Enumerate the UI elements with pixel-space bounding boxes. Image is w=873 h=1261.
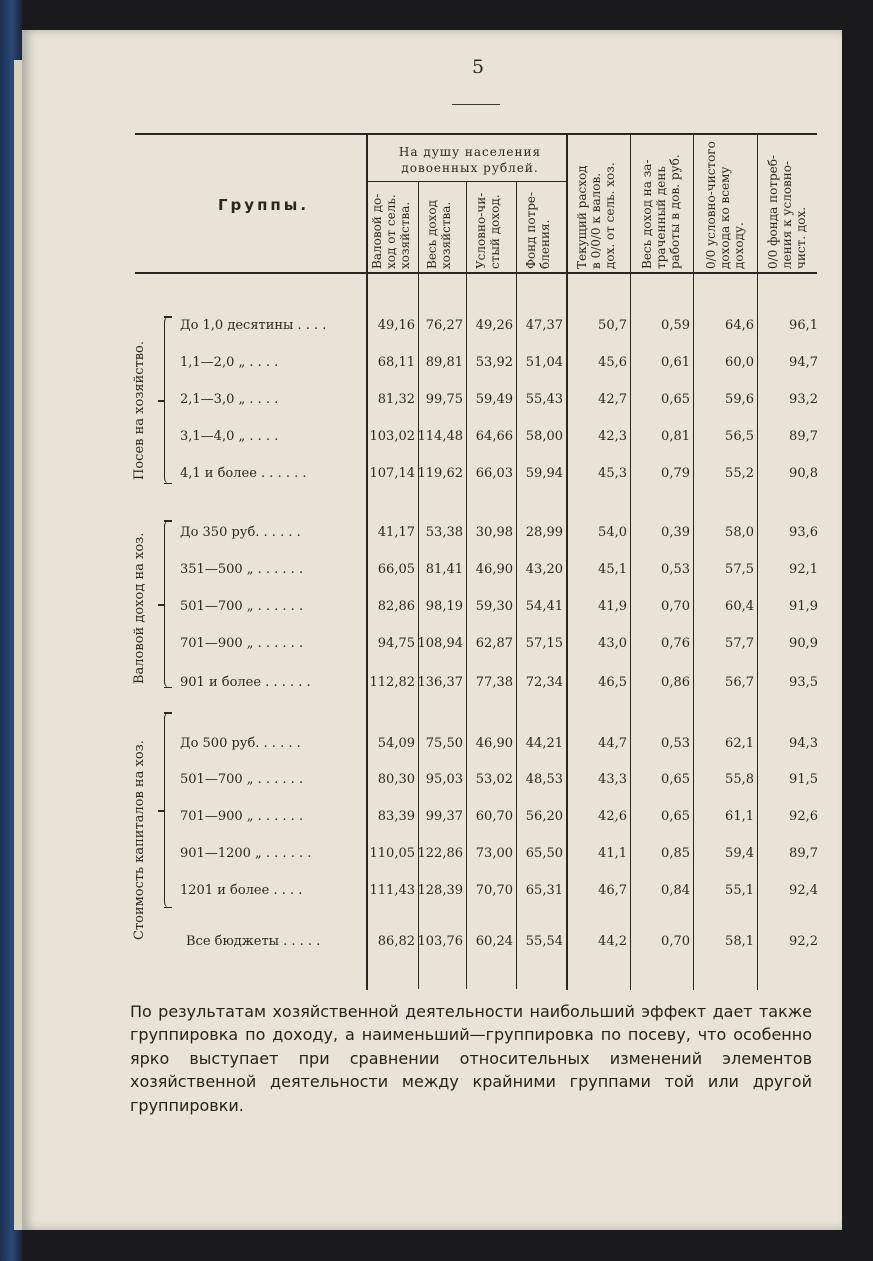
col-divider-6	[693, 135, 694, 990]
table-cell: 90,8	[789, 466, 818, 481]
table-cell: 42,6	[598, 809, 627, 824]
table-cell: 57,5	[725, 562, 754, 577]
table-cell: 110,05	[369, 846, 415, 861]
section-label-gross-income: Валовой доход на хоз.	[132, 532, 147, 684]
table-cell: 94,75	[377, 636, 415, 651]
col-divider-2	[466, 181, 467, 989]
section-brace-gross-income	[164, 520, 173, 688]
table-cell: 46,90	[475, 736, 513, 751]
column-header-2: Весь доход хозяйства.	[425, 200, 453, 269]
table-cell: 0,65	[661, 392, 690, 407]
table-cell: 80,30	[377, 772, 415, 787]
table-cell: 46,5	[598, 675, 627, 690]
page-number: 5	[471, 56, 485, 78]
table-cell: 128,39	[417, 883, 463, 898]
table-cell: 64,6	[725, 318, 754, 333]
table-top-rule	[135, 133, 817, 135]
table-cell: 76,27	[425, 318, 463, 333]
table-cell: 60,0	[725, 355, 754, 370]
column-header-3: Условно-чи- стый доход.	[474, 192, 502, 269]
table-cell: 83,39	[377, 809, 415, 824]
groups-divider	[366, 135, 368, 990]
column-header-1: Валовой до- ход от сель. хозяйства.	[370, 193, 412, 269]
table-cell: 46,7	[598, 883, 627, 898]
groups-heading: Группы.	[218, 196, 310, 214]
table-cell: 89,81	[425, 355, 463, 370]
brace-tip-sowing	[158, 400, 164, 402]
row-label: 1,1—2,0 „ . . . .	[180, 355, 279, 370]
table-cell: 73,00	[475, 846, 513, 861]
table-cell: 45,3	[598, 466, 627, 481]
total-cell: 86,82	[377, 934, 415, 949]
table-cell: 0,81	[661, 429, 690, 444]
table-cell: 92,1	[789, 562, 818, 577]
table-cell: 46,90	[475, 562, 513, 577]
col-divider-1	[418, 181, 419, 989]
table-cell: 49,16	[377, 318, 415, 333]
table-cell: 90,9	[789, 636, 818, 651]
table-cell: 81,41	[425, 562, 463, 577]
table-cell: 44,21	[525, 736, 563, 751]
col-divider-4	[566, 135, 568, 990]
table-cell: 108,94	[417, 636, 463, 651]
table-cell: 56,20	[525, 809, 563, 824]
table-cell: 0,53	[661, 562, 690, 577]
table-cell: 99,37	[425, 809, 463, 824]
row-label: 901 и более . . . . . .	[180, 675, 311, 690]
column-header-7: 0/0 условно-чистого дохода ко всему доходу.	[704, 141, 746, 269]
table-cell: 72,34	[525, 675, 563, 690]
table-cell: 96,1	[789, 318, 818, 333]
table-cell: 119,62	[417, 466, 463, 481]
subheader-rule	[368, 181, 568, 182]
table-header-rule	[135, 272, 817, 274]
section-label-sowing: Посев на хозяйство.	[132, 340, 147, 480]
table-cell: 82,86	[377, 599, 415, 614]
col-divider-3	[516, 181, 517, 989]
table-cell: 91,9	[789, 599, 818, 614]
total-cell: 0,70	[661, 934, 690, 949]
table-cell: 28,99	[525, 525, 563, 540]
table-cell: 43,20	[525, 562, 563, 577]
body-paragraph: По результатам хозяйственной деятельности наибольший эффект дает также группировка по доходу, а наименьший—группировка по посеву, что особенно ярко выступает при сравнении относительных изменений элементов хозяйственной деятельности между крайними группами той или другой группировки.	[130, 1002, 812, 1115]
brace-tip-capital	[158, 810, 164, 812]
table-cell: 0,76	[661, 636, 690, 651]
table-cell: 44,7	[598, 736, 627, 751]
total-row-label: Все бюджеты . . . . .	[186, 934, 321, 949]
page-number-rule	[452, 104, 500, 105]
table-cell: 111,43	[369, 883, 415, 898]
table-cell: 0,84	[661, 883, 690, 898]
section-brace-sowing	[164, 316, 173, 484]
table-cell: 99,75	[425, 392, 463, 407]
table-cell: 56,7	[725, 675, 754, 690]
table-cell: 91,5	[789, 772, 818, 787]
table-cell: 55,43	[525, 392, 563, 407]
col-divider-5	[630, 135, 631, 990]
per-capita-heading: На душу населения довоенных рублей.	[398, 145, 542, 175]
table-cell: 53,38	[425, 525, 463, 540]
table-cell: 95,03	[425, 772, 463, 787]
table-cell: 55,1	[725, 883, 754, 898]
table-cell: 50,7	[598, 318, 627, 333]
table-cell: 53,92	[475, 355, 513, 370]
table-cell: 77,38	[475, 675, 513, 690]
table-cell: 92,6	[789, 809, 818, 824]
table-cell: 107,14	[369, 466, 415, 481]
row-label: 501—700 „ . . . . . .	[180, 772, 304, 787]
table-cell: 45,6	[598, 355, 627, 370]
table-cell: 65,50	[525, 846, 563, 861]
total-cell: 103,76	[417, 934, 463, 949]
row-label: До 350 руб. . . . . .	[180, 525, 301, 540]
table-cell: 0,65	[661, 809, 690, 824]
table-cell: 0,70	[661, 599, 690, 614]
row-label: 351—500 „ . . . . . .	[180, 562, 304, 577]
table-cell: 0,86	[661, 675, 690, 690]
table-cell: 89,7	[789, 846, 818, 861]
table-cell: 57,7	[725, 636, 754, 651]
column-header-4: Фонд потре- бления.	[524, 191, 552, 269]
column-header-5: Текущий расход в 0/0/0 к валов. дох. от сель. хоз.	[575, 162, 617, 269]
table-cell: 114,48	[417, 429, 463, 444]
column-header-8: 0/0 фонда потреб- ления к условно- чист. дох.	[766, 154, 808, 269]
table-cell: 59,49	[475, 392, 513, 407]
row-label: 4,1 и более . . . . . .	[180, 466, 307, 481]
table-cell: 0,59	[661, 318, 690, 333]
table-cell: 68,11	[377, 355, 415, 370]
table-cell: 122,86	[417, 846, 463, 861]
row-label: 501—700 „ . . . . . .	[180, 599, 304, 614]
row-label: 1201 и более . . . .	[180, 883, 303, 898]
table-cell: 55,2	[725, 466, 754, 481]
table-cell: 57,15	[525, 636, 563, 651]
total-cell: 92,2	[789, 934, 818, 949]
table-cell: 49,26	[475, 318, 513, 333]
row-label: 3,1—4,0 „ . . . .	[180, 429, 279, 444]
table-cell: 54,0	[598, 525, 627, 540]
table-cell: 0,79	[661, 466, 690, 481]
table-cell: 93,2	[789, 392, 818, 407]
table-cell: 48,53	[525, 772, 563, 787]
table-cell: 70,70	[475, 883, 513, 898]
table-cell: 98,19	[425, 599, 463, 614]
table-cell: 60,70	[475, 809, 513, 824]
row-label: 701—900 „ . . . . . .	[180, 809, 304, 824]
table-cell: 59,6	[725, 392, 754, 407]
table-cell: 112,82	[369, 675, 415, 690]
total-cell: 58,1	[725, 934, 754, 949]
table-cell: 56,5	[725, 429, 754, 444]
table-cell: 42,7	[598, 392, 627, 407]
table-cell: 58,00	[525, 429, 563, 444]
table-cell: 45,1	[598, 562, 627, 577]
table-cell: 93,5	[789, 675, 818, 690]
section-label-capital: Стоимость капиталов на хоз.	[132, 740, 147, 940]
table-cell: 81,32	[377, 392, 415, 407]
table-cell: 62,87	[475, 636, 513, 651]
table-cell: 60,4	[725, 599, 754, 614]
table-cell: 30,98	[475, 525, 513, 540]
table-cell: 54,41	[525, 599, 563, 614]
table-cell: 43,0	[598, 636, 627, 651]
table-cell: 59,94	[525, 466, 563, 481]
table-cell: 43,3	[598, 772, 627, 787]
table-cell: 41,1	[598, 846, 627, 861]
row-label: 2,1—3,0 „ . . . .	[180, 392, 279, 407]
table-cell: 94,7	[789, 355, 818, 370]
table-cell: 103,02	[369, 429, 415, 444]
table-cell: 75,50	[425, 736, 463, 751]
table-cell: 66,05	[377, 562, 415, 577]
row-label: 701—900 „ . . . . . .	[180, 636, 304, 651]
table-cell: 53,02	[475, 772, 513, 787]
table-cell: 54,09	[377, 736, 415, 751]
table-cell: 0,53	[661, 736, 690, 751]
column-header-6: Весь доход на за- траченный день работы в дов. руб.	[640, 154, 682, 269]
total-cell: 55,54	[525, 934, 563, 949]
table-cell: 42,3	[598, 429, 627, 444]
table-cell: 0,39	[661, 525, 690, 540]
table-cell: 0,61	[661, 355, 690, 370]
table-cell: 59,30	[475, 599, 513, 614]
table-cell: 94,3	[789, 736, 818, 751]
table-cell: 59,4	[725, 846, 754, 861]
table-cell: 92,4	[789, 883, 818, 898]
row-label: До 500 руб. . . . . .	[180, 736, 301, 751]
table-cell: 64,66	[475, 429, 513, 444]
table-cell: 62,1	[725, 736, 754, 751]
table-cell: 41,17	[377, 525, 415, 540]
col-divider-7	[757, 135, 758, 990]
table-cell: 65,31	[525, 883, 563, 898]
table-cell: 0,65	[661, 772, 690, 787]
table-cell: 93,6	[789, 525, 818, 540]
table-cell: 55,8	[725, 772, 754, 787]
row-label: 901—1200 „ . . . . . .	[180, 846, 312, 861]
row-label: До 1,0 десятины . . . .	[180, 318, 327, 333]
section-brace-capital	[164, 712, 173, 908]
table-cell: 47,37	[525, 318, 563, 333]
table-cell: 0,85	[661, 846, 690, 861]
table-cell: 58,0	[725, 525, 754, 540]
table-cell: 61,1	[725, 809, 754, 824]
table-cell: 51,04	[525, 355, 563, 370]
table-cell: 89,7	[789, 429, 818, 444]
total-cell: 44,2	[598, 934, 627, 949]
total-cell: 60,24	[475, 934, 513, 949]
brace-tip-gross-income	[158, 604, 164, 606]
table-cell: 136,37	[417, 675, 463, 690]
table-cell: 41,9	[598, 599, 627, 614]
table-cell: 66,03	[475, 466, 513, 481]
